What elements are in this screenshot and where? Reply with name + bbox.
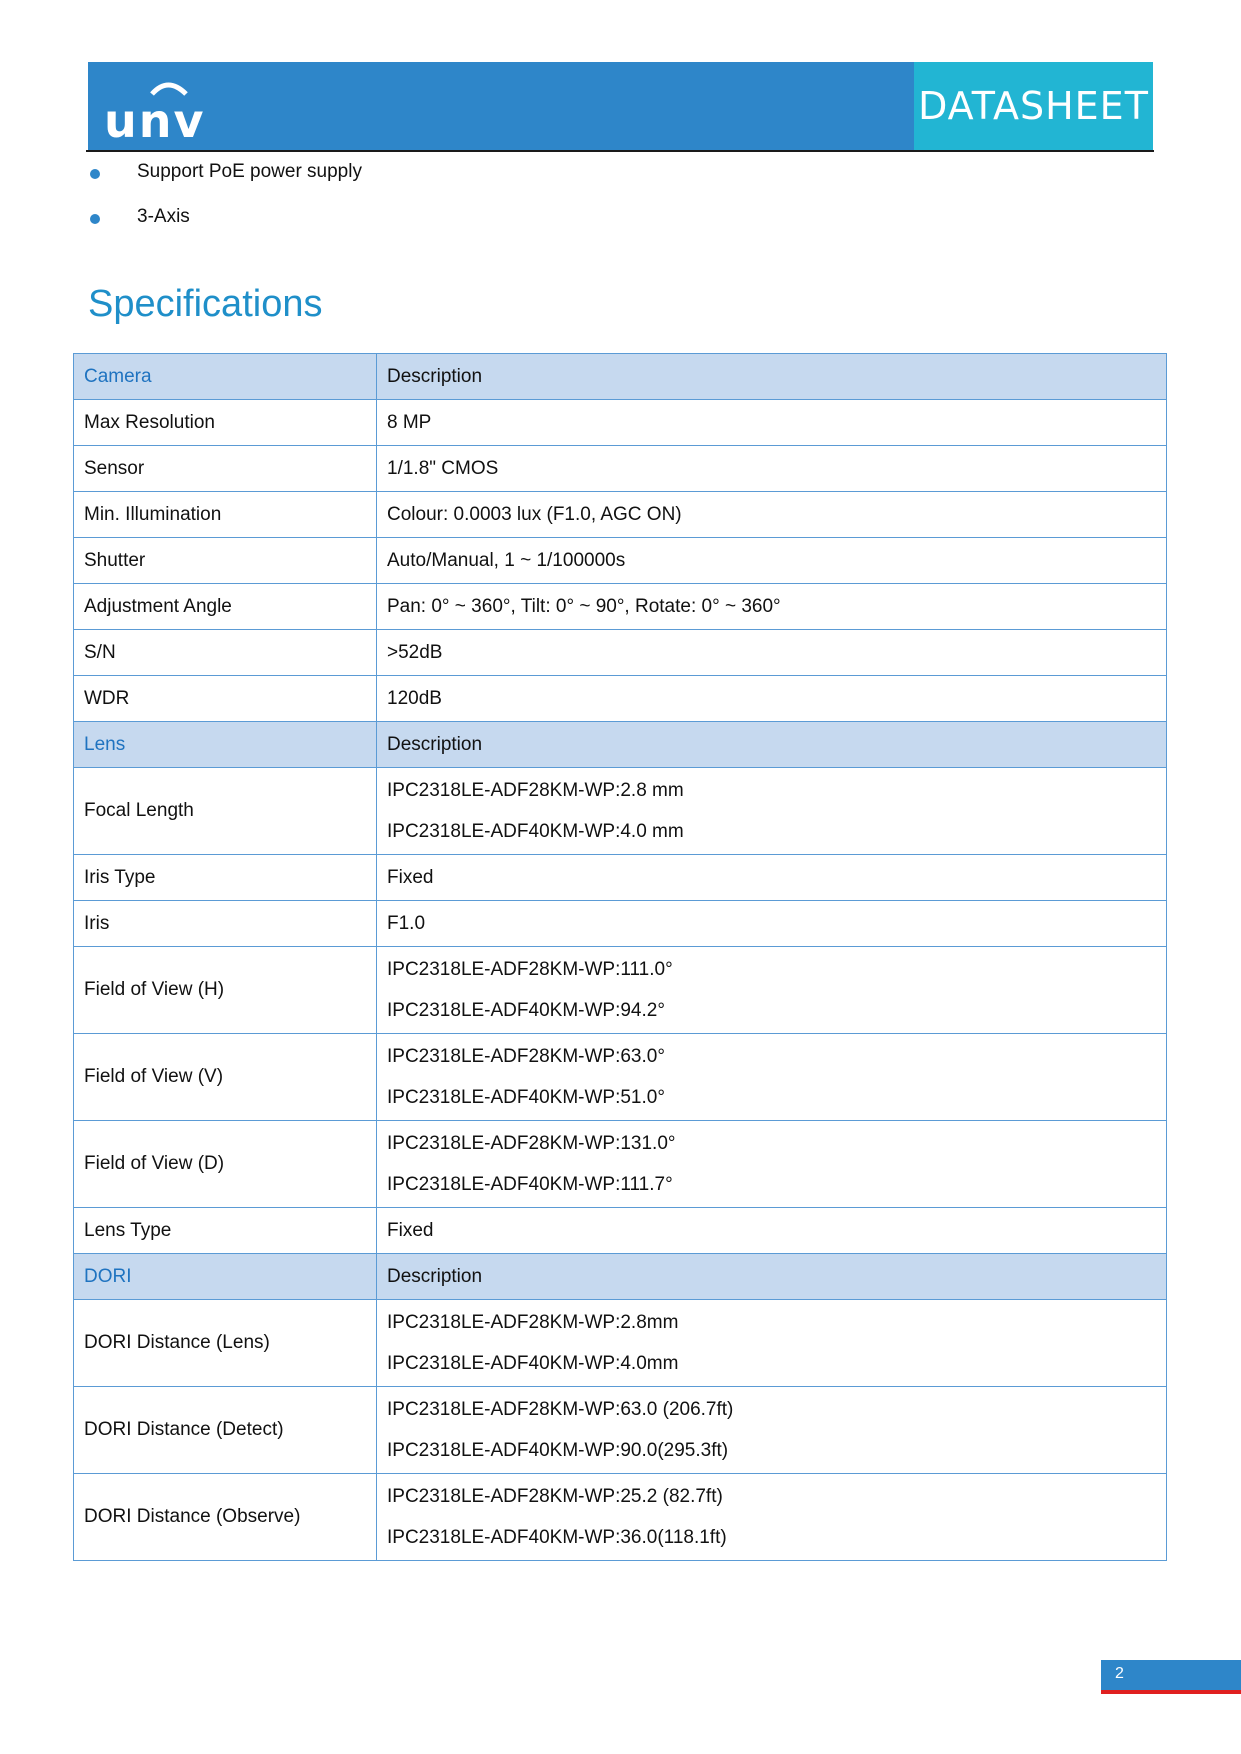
spec-label: Field of View (D) [74, 1121, 377, 1208]
specifications-table [73, 353, 1167, 1561]
table-row [74, 855, 1167, 901]
spec-value [377, 1034, 1167, 1121]
unv-logo [104, 76, 224, 148]
spec-value-line: IPC2318LE-ADF28KM-WP:63.0° [387, 1046, 665, 1067]
spec-value-line: IPC2318LE-ADF40KM-WP:4.0 mm [387, 821, 684, 842]
spec-value-line: Fixed [387, 1219, 434, 1241]
spec-value-line: IPC2318LE-ADF40KM-WP:36.0(118.1ft) [387, 1527, 727, 1548]
spec-value-line: IPC2318LE-ADF28KM-WP:111.0° [387, 959, 673, 980]
spec-value [377, 676, 1167, 722]
spec-value [377, 768, 1167, 855]
spec-value-line: IPC2318LE-ADF28KM-WP:131.0° [387, 1133, 676, 1154]
table-row [74, 630, 1167, 676]
table-section-header [74, 354, 1167, 400]
bullet-icon [90, 169, 100, 179]
spec-value [377, 446, 1167, 492]
spec-label: Shutter [74, 538, 377, 584]
spec-value-line: Fixed [387, 866, 434, 888]
section-header-description [377, 722, 1167, 768]
spec-label: DORI Distance (Lens) [74, 1300, 377, 1387]
spec-value [377, 1208, 1167, 1254]
spec-value [377, 630, 1167, 676]
section-header-label: DORI [74, 1254, 377, 1300]
page-number: 2 [1115, 1665, 1124, 1682]
spec-label: Min. Illumination [74, 492, 377, 538]
spec-value [377, 492, 1167, 538]
spec-value-line: IPC2318LE-ADF28KM-WP:63.0 (206.7ft) [387, 1399, 734, 1420]
spec-value [377, 1300, 1167, 1387]
table-row [74, 492, 1167, 538]
spec-value-line: Auto/Manual, 1 ~ 1/100000s [387, 549, 626, 571]
table-row [74, 676, 1167, 722]
spec-label: Adjustment Angle [74, 584, 377, 630]
table-row [74, 1474, 1167, 1561]
spec-value-line: IPC2318LE-ADF40KM-WP:111.7° [387, 1174, 673, 1195]
spec-value [377, 400, 1167, 446]
logo-text: unv [104, 94, 206, 148]
table-row [74, 1208, 1167, 1254]
spec-value [377, 947, 1167, 1034]
table-row [74, 901, 1167, 947]
spec-value [377, 1387, 1167, 1474]
spec-value-line: Description [387, 1265, 483, 1287]
spec-value-line: 8 MP [387, 411, 432, 433]
bullet-icon [90, 214, 100, 224]
table-row [74, 947, 1167, 1034]
spec-label: DORI Distance (Detect) [74, 1387, 377, 1474]
table-row [74, 1300, 1167, 1387]
spec-value-line: IPC2318LE-ADF40KM-WP:51.0° [387, 1087, 665, 1108]
feature-text: 3-Axis [137, 206, 190, 227]
spec-value-line: Pan: 0° ~ 360°, Tilt: 0° ~ 90°, Rotate: 0° ~ 360° [387, 595, 781, 617]
spec-value-line: Description [387, 365, 483, 387]
spec-label: Focal Length [74, 768, 377, 855]
feature-text: Support PoE power supply [137, 161, 362, 182]
spec-value [377, 1121, 1167, 1208]
table-section-header [74, 722, 1167, 768]
spec-value-line: IPC2318LE-ADF40KM-WP:90.0(295.3ft) [387, 1440, 729, 1461]
spec-label: DORI Distance (Observe) [74, 1474, 377, 1561]
spec-label: Iris Type [74, 855, 377, 901]
table-row [74, 1034, 1167, 1121]
section-header-label: Lens [74, 722, 377, 768]
page-header [88, 62, 1153, 150]
page-number-badge [1101, 1660, 1241, 1690]
spec-label: Lens Type [74, 1208, 377, 1254]
spec-value-line: IPC2318LE-ADF28KM-WP:25.2 (82.7ft) [387, 1486, 723, 1507]
spec-label: Field of View (V) [74, 1034, 377, 1121]
spec-label: S/N [74, 630, 377, 676]
spec-label: Max Resolution [74, 400, 377, 446]
spec-value [377, 538, 1167, 584]
spec-value-line: 120dB [387, 687, 442, 709]
spec-value-line: Colour: 0.0003 lux (F1.0, AGC ON) [387, 503, 682, 525]
spec-value [377, 584, 1167, 630]
spec-value-line: 1/1.8" CMOS [387, 457, 499, 479]
datasheet-label: DATASHEET [918, 84, 1149, 128]
spec-value-line: F1.0 [387, 912, 426, 934]
spec-value-line: IPC2318LE-ADF28KM-WP:2.8mm [387, 1312, 679, 1333]
section-header-description [377, 1254, 1167, 1300]
table-row [74, 538, 1167, 584]
spec-value [377, 855, 1167, 901]
spec-label: Sensor [74, 446, 377, 492]
section-header-description [377, 354, 1167, 400]
table-row [74, 768, 1167, 855]
spec-label: WDR [74, 676, 377, 722]
header-banner [88, 62, 914, 150]
logo-arc-icon [122, 76, 242, 96]
spec-label: Iris [74, 901, 377, 947]
spec-value-line: IPC2318LE-ADF40KM-WP:4.0mm [387, 1353, 679, 1374]
table-row [74, 584, 1167, 630]
table-row [74, 1121, 1167, 1208]
header-divider [86, 150, 1154, 152]
spec-value [377, 1474, 1167, 1561]
table-row [74, 1387, 1167, 1474]
spec-value-line: IPC2318LE-ADF40KM-WP:94.2° [387, 1000, 665, 1021]
section-header-label: Camera [74, 354, 377, 400]
table-row [74, 446, 1167, 492]
datasheet-banner [914, 62, 1153, 150]
spec-value-line: >52dB [387, 641, 443, 663]
spec-label: Field of View (H) [74, 947, 377, 1034]
footer-accent [1101, 1690, 1241, 1694]
table-row [74, 400, 1167, 446]
spec-value-line: Description [387, 733, 483, 755]
spec-value-line: IPC2318LE-ADF28KM-WP:2.8 mm [387, 780, 684, 801]
table-section-header [74, 1254, 1167, 1300]
section-title: Specifications [88, 283, 323, 325]
spec-value [377, 901, 1167, 947]
